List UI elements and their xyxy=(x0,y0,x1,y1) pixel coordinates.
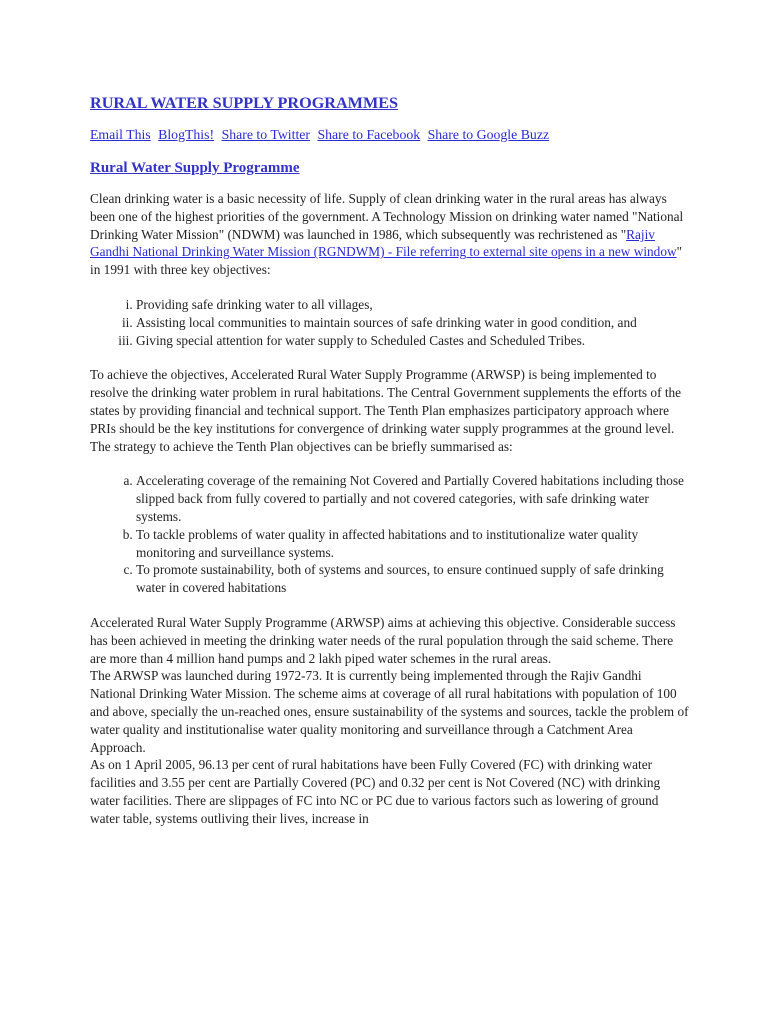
blogthis-link[interactable]: BlogThis! xyxy=(158,127,215,142)
rgndwm-external-link[interactable]: Rajiv Gandhi National Drinking Water Mission (RGNDWM) - File referring to external site opens in a new window xyxy=(90,226,677,260)
list-item: ii. Assisting local communities to maintain sources of safe drinking water in good condition, and xyxy=(136,314,690,332)
list-item: b. To tackle problems of water quality in affected habitations and to institutionalize water quality monitoring and surveillance systems. xyxy=(136,526,690,562)
intro-text-start: Clean drinking water is a basic necessity of life. Supply of clean drinking water in the rural areas has always been one of the highest priorities of the government. A Technology Mission on drinking water named "National Drinking Water Mission" (NDWM) was launched in 1986, which subsequently was rechristened as " xyxy=(90,191,684,242)
list-item: i. Providing safe drinking water to all villages, xyxy=(136,296,690,314)
intro-paragraph xyxy=(90,190,690,279)
post-title-link[interactable]: RURAL WATER SUPPLY PROGRAMMES xyxy=(90,94,399,112)
objectives-paragraph: To achieve the objectives, Accelerated Rural Water Supply Programme (ARWSP) is being implemented to resolve the drinking water problem in rural habitations. The Central Government supplements the efforts of the states by providing financial and technical support. The Tenth Plan emphasizes participatory approach where PRIs should be the key institutions for convergence of drinking water supply programmes at the ground level. The strategy to achieve the Tenth Plan objectives can be briefly summarised as: xyxy=(90,367,682,454)
post-title xyxy=(90,92,690,114)
email-this-link[interactable]: Email This xyxy=(90,127,151,142)
section-heading-link[interactable]: Rural Water Supply Programme xyxy=(90,160,300,176)
share-to-facebook-link[interactable]: Share to Facebook xyxy=(317,127,421,142)
objectives-list xyxy=(90,296,690,349)
list-item: c. To promote sustainability, both of systems and sources, to ensure continued supply of safe drinking water in covered habitations xyxy=(136,561,690,597)
arwsp-launch-paragraph: The ARWSP was launched during 1972-73. It is currently being implemented through the Rajiv Gandhi National Drinking Water Mission. The scheme aims at coverage of all rural habitations with population of 100 and above, specially the un-reached ones, ensure sustainability of the systems and sources, tackle the problem of water quality and institutionalise water quality monitoring and surveillance through a Catchment Area Approach. xyxy=(90,668,689,755)
arwsp-aims-paragraph: Accelerated Rural Water Supply Programme (ARWSP) aims at achieving this objective. Considerable success has been achieved in meeting the drinking water needs of the rural population through the said scheme. There are more than 4 million hand pumps and 2 lakh piped water schemes in the rural areas. xyxy=(90,614,676,666)
list-item: a. Accelerating coverage of the remaining Not Covered and Partially Covered habitations including those slipped back from fully covered to partially and not covered categories, with safe drinking water systems. xyxy=(136,472,690,525)
section-heading xyxy=(90,158,690,178)
blog-post xyxy=(90,92,690,828)
share-to-twitter-link[interactable]: Share to Twitter xyxy=(221,127,311,142)
share-to-google-buzz-link[interactable]: Share to Google Buzz xyxy=(427,127,550,142)
strategy-list xyxy=(90,472,690,597)
share-bar xyxy=(90,125,690,145)
list-item: iii. Giving special attention for water supply to Scheduled Castes and Scheduled Tribes. xyxy=(136,332,690,350)
intro-text-end: " in 1991 with three key objectives: xyxy=(90,244,683,278)
coverage-status-paragraph: As on 1 April 2005, 96.13 per cent of rural habitations have been Fully Covered (FC) with drinking water facilities and 3.55 per cent are Partially Covered (PC) and 0.32 per cent is Not Covered (NC) with drinking water facilities. There are slippages of FC into NC or PC due to various factors such as lowering of ground water table, systems outliving their lives, increase in xyxy=(90,757,661,826)
